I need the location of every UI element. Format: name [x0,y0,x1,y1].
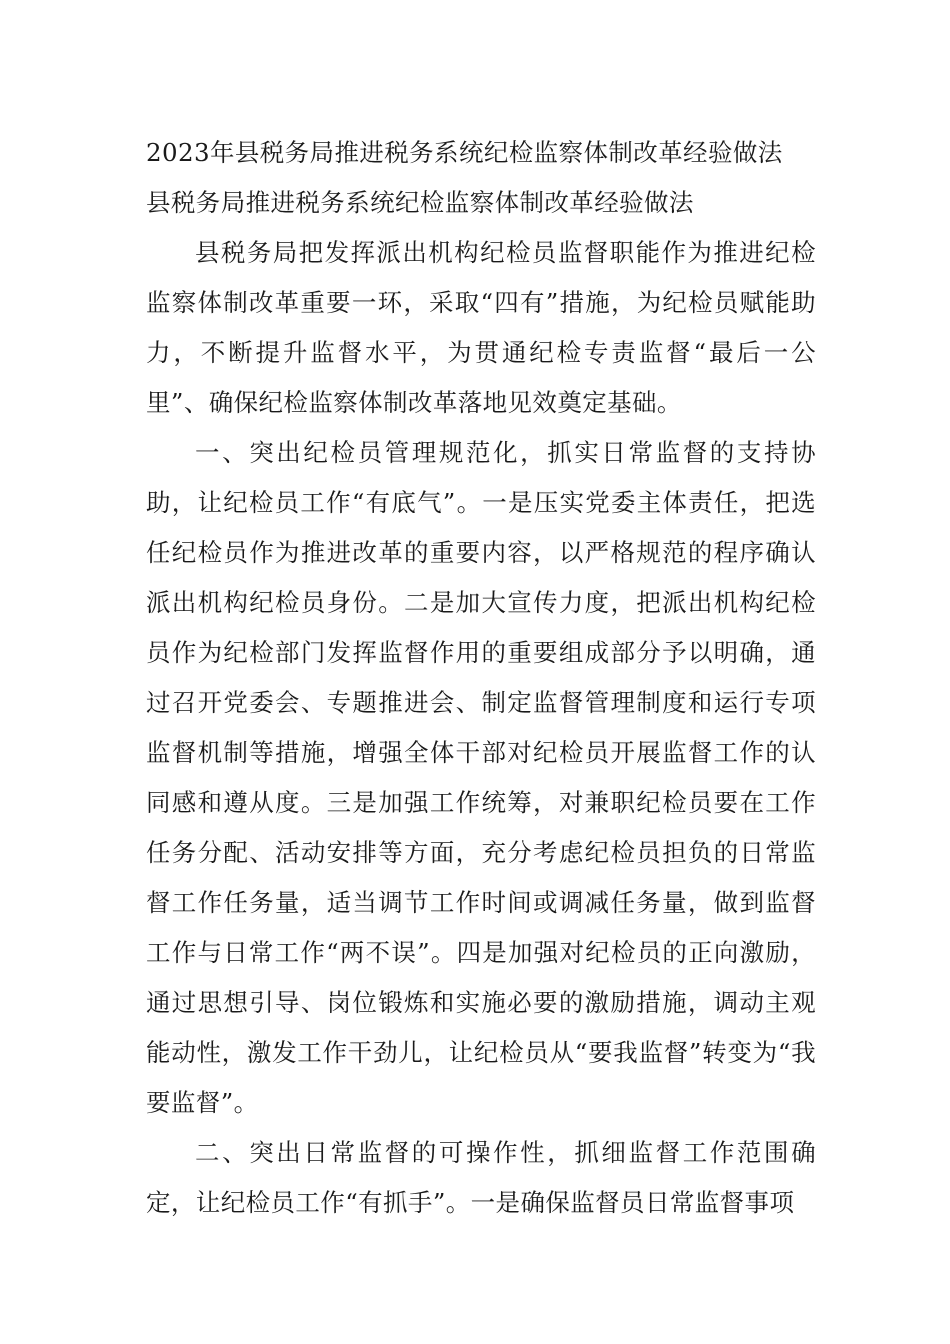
document-subtitle: 县税务局推进税务系统纪检监察体制改革经验做法 [146,188,694,217]
document-body [146,128,816,1228]
section-one-paragraph: 一、突出纪检员管理规范化，抓实日常监督的支持协助，让纪检员工作“有底气”。一是压实党委主体责任，把选任纪检员作为推进改革的重要内容，以严格规范的程序确认派出机构纪检员身份。二是加大宣传力度，把派出机构纪检员作为纪检部门发挥监督作用的重要组成部分予以明确，通过召开党委会、专题推进会、制定监督管理制度和运行专项监督机制等措施，增强全体干部对纪检员开展监督工作的认同感和遵从度。三是加强工作统筹，对兼职纪检员要在工作任务分配、活动安排等方面，充分考虑纪检员担负的日常监督工作任务量，适当调节工作时间或调减任务量，做到监督工作与日常工作“两不误”。四是加强对纪检员的正向激励，通过思想引导、岗位锻炼和实施必要的激励措施，调动主观能动性，激发工作干劲儿，让纪检员从“要我监督”转变为“我要监督”。 [146,438,816,1117]
section-two-paragraph: 二、突出日常监督的可操作性，抓细监督工作范围确定，让纪检员工作“有抓手”。一是确保监督员日常监督事项 [146,1138,816,1217]
document-title: 2023年县税务局推进税务系统纪检监察体制改革经验做法 [146,138,783,167]
intro-paragraph: 县税务局把发挥派出机构纪检员监督职能作为推进纪检监察体制改革重要一环，采取“四有”措施，为纪检员赋能助力，不断提升监督水平，为贯通纪检专责监督“最后一公里”、确保纪检监察体制改革落地见效奠定基础。 [146,238,816,417]
